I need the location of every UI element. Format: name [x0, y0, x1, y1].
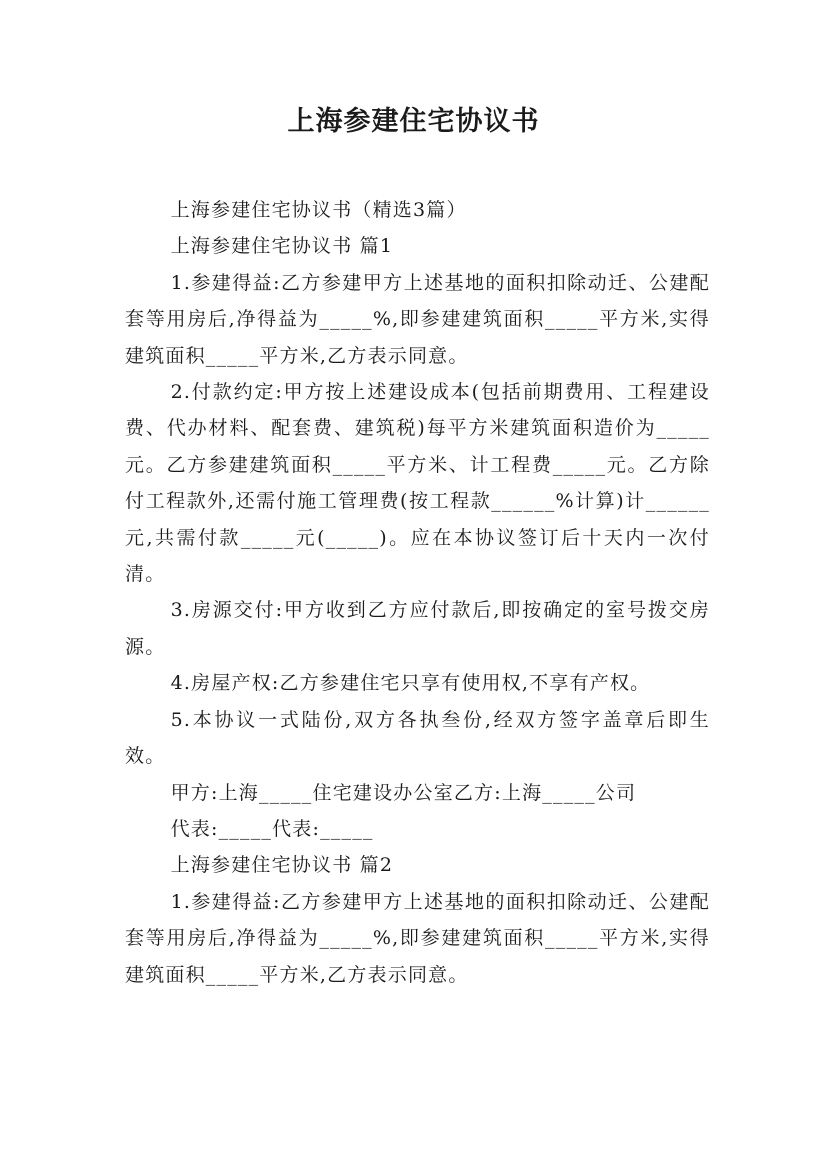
document-title: 上海参建住宅协议书 [287, 106, 540, 137]
paragraph-clause-1: 1.参建得益:乙方参建甲方上述基地的面积扣除动迁、公建配套等用房后,净得益为_____%,即参建建筑面积_____平方米,实得建筑面积_____平方米,乙方表示同意。 [125, 271, 710, 367]
paragraph-section-heading-2: 上海参建住宅协议书 篇2 [170, 854, 394, 877]
paragraph-subtitle: 上海参建住宅协议书（精选3篇） [170, 199, 467, 221]
paragraph-clause-1-section-2: 1.参建得益:乙方参建甲方上述基地的面积扣除动迁、公建配套等用房后,净得益为_____%,即参建建筑面积_____平方米,实得建筑面积_____平方米,乙方表示同意。 [125, 890, 710, 986]
paragraph-clause-2: 2.付款约定:甲方按上述建设成本(包括前期费用、工程建设费、代办材料、配套费、建筑税)每平方米建筑面积造价为_____元。乙方参建建筑面积_____平方米、计工程费_____元。乙方除付工程款外,还需付施工管理费(按工程款______%计算)计______元,共需付款_____元(_____)。应在本协议签订后十天内一次付清。 [125, 381, 710, 586]
paragraph-parties: 甲方:上海_____住宅建设办公室乙方:上海_____公司 [170, 781, 637, 804]
paragraph-representatives: 代表:_____代表:_____ [170, 817, 374, 840]
document-body [125, 192, 710, 993]
paragraph-clause-4: 4.房屋产权:乙方参建住宅只享有使用权,不享有产权。 [170, 672, 651, 695]
paragraph-section-heading-1: 上海参建住宅协议书 篇1 [170, 235, 394, 258]
paragraph-clause-3: 3.房源交付:甲方收到乙方应付款后,即按确定的室号拨交房源。 [125, 599, 710, 658]
paragraph-clause-5: 5.本协议一式陆份,双方各执叁份,经双方签字盖章后即生效。 [125, 708, 710, 768]
